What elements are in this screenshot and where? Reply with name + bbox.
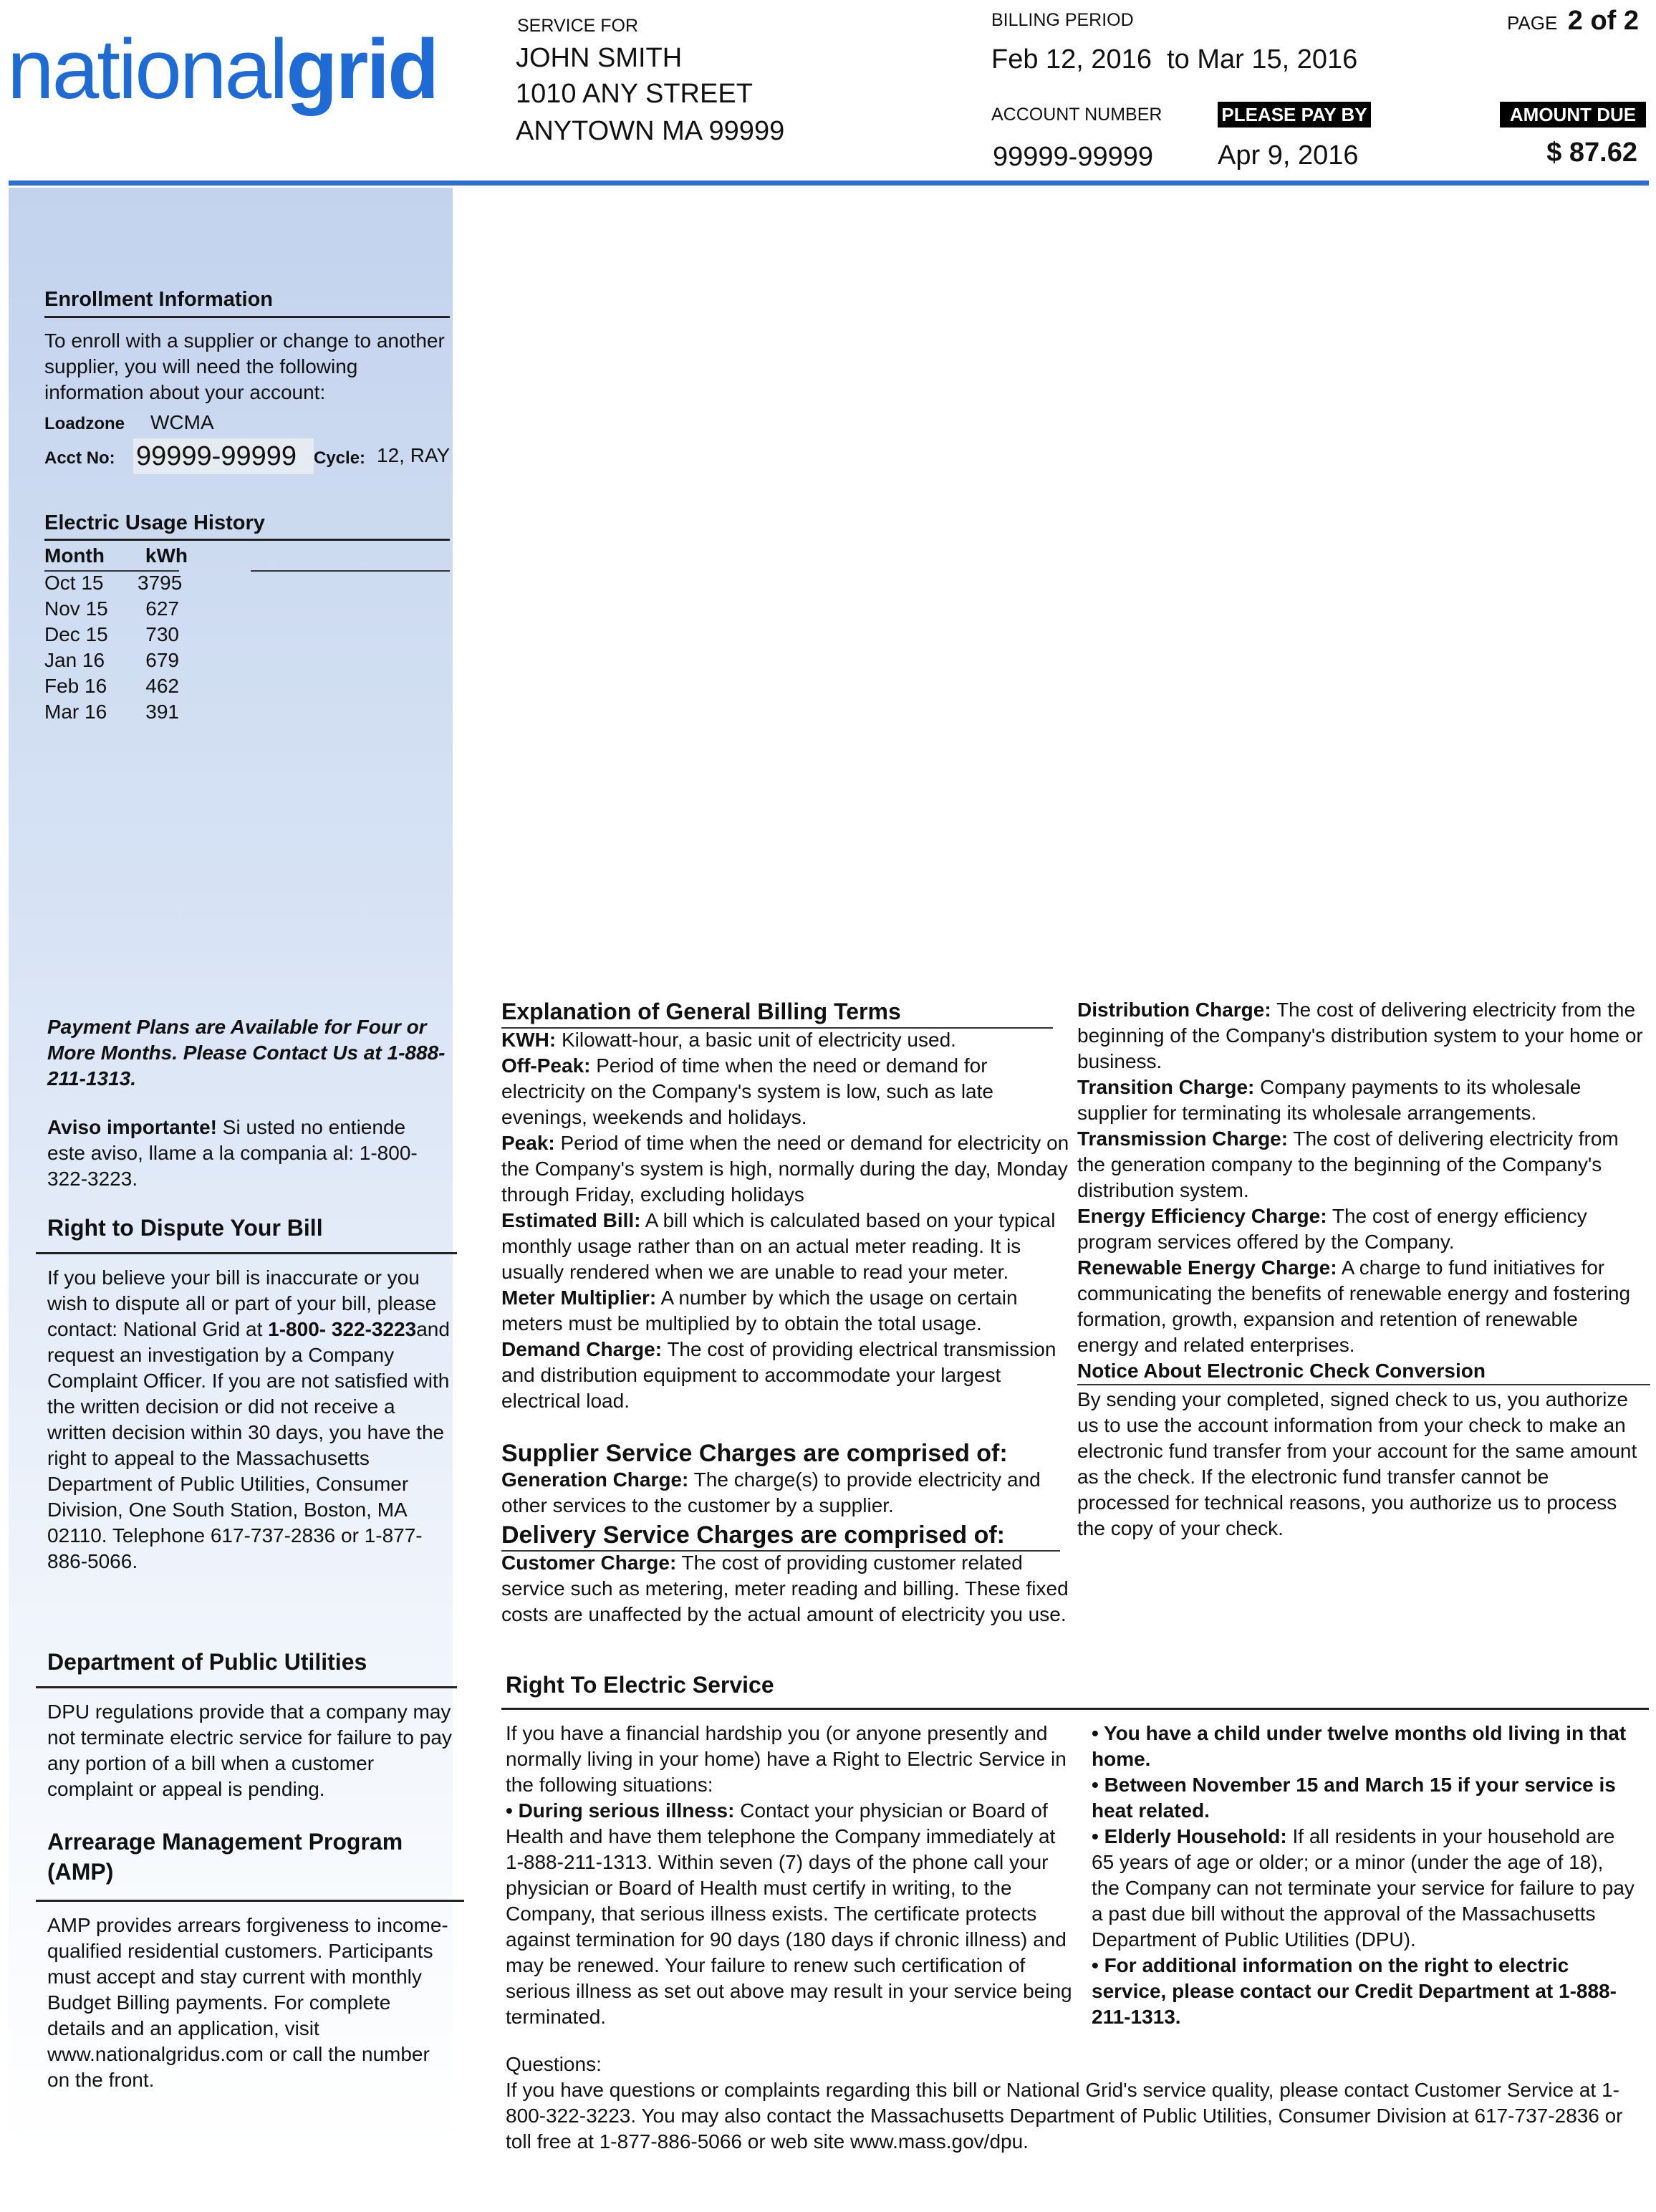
dispute-rule — [36, 1252, 457, 1254]
term-meter-multiplier — [501, 1285, 1074, 1337]
dispute-title: Right to Dispute Your Bill — [47, 1215, 323, 1241]
term-transmission-charge — [1077, 1126, 1643, 1203]
serious-illness-text: Contact your physician or Board of Health and have them telephone the Company immediately at 1-888-211-1313. Within seven (7) days of the phone call your physician or Board of Health must certify in writing, to the Company, that serious illness exists. The certificate protects against termination for 90 days (180 days if chronic illness) and may be renewed. Your failure to renew such certification of serious illness as set out above may result in your service being terminated. — [506, 1799, 1072, 2028]
billing-period-to: to Mar 15, 2016 — [1167, 44, 1358, 74]
page-label: PAGE — [1506, 12, 1558, 34]
term-label: Energy Efficiency Charge: — [1077, 1205, 1327, 1227]
usage-col-month: Month — [44, 544, 105, 567]
amount-due: $ 87.62 — [1546, 138, 1637, 168]
aviso-notice — [47, 1115, 448, 1192]
check-conversion-rule — [1077, 1384, 1650, 1385]
term-renewable-energy-charge — [1077, 1255, 1643, 1358]
term-label: Meter Multiplier: — [501, 1287, 657, 1309]
term-label: Off-Peak: — [501, 1054, 591, 1077]
usage-month: Nov 15 — [44, 597, 108, 620]
pay-by-date: Apr 9, 2016 — [1218, 140, 1359, 170]
usage-col-rule — [44, 570, 179, 572]
usage-row — [44, 622, 188, 648]
loadzone-label: Loadzone — [44, 414, 125, 433]
usage-row — [44, 673, 188, 699]
aviso-text: Si usted no entiende este aviso, llame a la compania al: 1-800-322-3223. — [47, 1116, 418, 1190]
payment-plans-notice: Payment Plans are Available for Four or More Months. Please Contact Us at 1-888-211-1313. — [47, 1016, 446, 1090]
dispute-text-after: and request an investigation by a Company Complaint Officer. If you are not satisfied with the written decision or did not receive a written decision within 30 days, you have the right to appeal to the Massachusetts Department of Public Utilities, Consumer Division, One South Station, Boston, MA 02110. Telephone 617-737-2836 or 1-877-886-5066. — [47, 1318, 450, 1572]
cycle-label: Cycle: — [314, 448, 366, 468]
check-conversion-title: Notice About Electronic Check Conversion — [1077, 1360, 1486, 1382]
logo-part-national: national — [7, 22, 287, 117]
header-divider — [9, 181, 1649, 186]
amp-rule — [36, 1900, 464, 1902]
delivery-charges-title: Delivery Service Charges are comprised of: — [501, 1521, 1005, 1549]
term-transition-charge — [1077, 1074, 1643, 1126]
dpu-rule — [36, 1686, 457, 1688]
winter-item: • Between November 15 and March 15 if your service is heat related. — [1092, 1774, 1616, 1822]
usage-kwh: 391 — [145, 701, 179, 723]
term-def: Company payments to its wholesale supplier for terminating its wholesale arrangements. — [1077, 1076, 1582, 1124]
term-label: Renewable Energy Charge: — [1077, 1256, 1337, 1279]
cycle-value: 12, RAY — [377, 444, 451, 466]
usage-row — [44, 570, 188, 596]
usage-history-rule — [44, 539, 450, 541]
generation-charge — [501, 1467, 1060, 1519]
term-def: A bill which is calculated based on your typical monthly usage rather than on an actual meter reading. It is usually rendered when we are unable to read your meter. — [501, 1209, 1056, 1283]
billing-period-from: Feb 12, 2016 — [991, 44, 1152, 74]
term-label: Peak: — [501, 1132, 555, 1154]
term-def: A charge to fund initiatives for communicating the benefits of renewable energy and fostering formation, growth, expansion and retention of renewable energy and related enterprises. — [1077, 1256, 1631, 1356]
term-estimated-bill — [501, 1208, 1074, 1285]
usage-month: Mar 16 — [44, 701, 107, 723]
term-def: The cost of delivering electricity from the generation company to the beginning of the Company's distribution system. — [1077, 1127, 1619, 1201]
enrollment-intro: To enroll with a supplier or change to another supplier, you will need the following information about your account: — [44, 330, 445, 403]
acct-label: Acct No: — [44, 448, 115, 468]
term-distribution-charge — [1077, 997, 1643, 1074]
national-grid-logo — [7, 22, 438, 117]
electric-service-title: Right To Electric Service — [506, 1672, 774, 1698]
loadzone-value: WCMA — [150, 411, 214, 433]
term-label: Generation Charge: — [501, 1468, 689, 1491]
term-def: Kilowatt-hour, a basic unit of electricity used. — [556, 1029, 956, 1051]
term-label: Distribution Charge: — [1077, 999, 1271, 1021]
term-label: Estimated Bill: — [501, 1209, 641, 1231]
term-label: Customer Charge: — [501, 1552, 677, 1574]
term-def: The cost of providing customer related service such as metering, meter reading and billing. These fixed costs are unaffected by the actual amount of electricity you use. — [501, 1552, 1069, 1625]
usage-history-title: Electric Usage History — [44, 511, 265, 534]
elderly-item — [1092, 1824, 1636, 1953]
logo-part-grid: grid — [286, 22, 438, 117]
amp-text: AMP provides arrears forgiveness to income-qualified residential customers. Participants must accept and stay current with monthly Budget Billing payments. For complete details and an application, visit www.nationalgridus.com or call the number on the front. — [47, 1914, 448, 2091]
electric-service-right — [1092, 1721, 1636, 2030]
customer-street: 1010 ANY STREET — [516, 79, 753, 109]
check-conversion-text: By sending your completed, signed check to us, you authorize us to use the account information from your check to make an electronic fund transfer from your account for the same amount as the check. If the electronic fund transfer cannot be processed for technical reasons, you authorize us to process the copy of your check. — [1077, 1388, 1637, 1539]
billing-period-label: BILLING PERIOD — [991, 10, 1134, 30]
account-number-label: ACCOUNT NUMBER — [991, 105, 1162, 125]
electric-service-intro: If you have a financial hardship you (or anyone presently and normally living in your home) have a Right to Electric Service in the following situations: — [506, 1722, 1067, 1796]
usage-header-row — [44, 544, 188, 570]
usage-month: Dec 15 — [44, 623, 108, 645]
term-label: KWH: — [501, 1029, 557, 1051]
customer-city: ANYTOWN MA 99999 — [516, 116, 785, 146]
questions-block — [506, 2052, 1645, 2155]
billing-terms-list — [501, 1027, 1074, 1414]
usage-kwh: 462 — [145, 675, 179, 697]
questions-label: Questions: — [506, 2053, 602, 2075]
charges-list — [1077, 997, 1643, 1384]
billing-terms-title: Explanation of General Billing Terms — [501, 999, 901, 1024]
term-def: The cost of energy efficiency program services offered by the Company. — [1077, 1205, 1587, 1253]
dpu-title: Department of Public Utilities — [47, 1649, 367, 1675]
aviso-bold: Aviso importante! — [47, 1116, 217, 1138]
term-def: The cost of delivering electricity from the beginning of the Company's distribution system to your home or business. — [1077, 999, 1643, 1072]
account-number: 99999-99999 — [993, 142, 1153, 172]
customer-name: JOHN SMITH — [516, 43, 683, 73]
dispute-text-before: If you believe your bill is inaccurate or you wish to dispute all or part of your bill, please contact: National Grid at — [47, 1266, 437, 1340]
dispute-phone: 1-800- 322-3223 — [268, 1318, 417, 1340]
usage-kwh: 627 — [145, 597, 179, 620]
term-label: Transmission Charge: — [1077, 1127, 1289, 1150]
term-def: Period of time when the need or demand for electricity on the Company's system is low, such as late evenings, weekends and holidays. — [501, 1054, 993, 1128]
term-label: Demand Charge: — [501, 1338, 663, 1360]
enrollment-title: Enrollment Information — [44, 288, 273, 311]
usage-col-kwh: kWh — [145, 544, 188, 567]
customer-charge — [501, 1550, 1074, 1627]
usage-month: Oct 15 — [44, 572, 104, 594]
serious-illness-label: • During serious illness: — [506, 1799, 735, 1822]
elderly-text: If all residents in your household are 65 years of age or older; or a minor (under the age of 18), the Company can not terminate your service for failure to pay a past due bill without the approval of the Massachusetts Department of Public Utilities (DPU). — [1092, 1825, 1635, 1951]
usage-row — [44, 648, 188, 673]
elderly-label: • Elderly Household: — [1092, 1825, 1287, 1847]
term-def: The charge(s) to provide electricity and other services to the customer by a supplier. — [501, 1468, 1041, 1516]
enrollment-rule — [44, 316, 450, 318]
term-label: Transition Charge: — [1077, 1076, 1255, 1098]
additional-info-item: • For additional information on the right to electric service, please contact our Credit Department at 1-888-211-1313. — [1092, 1954, 1617, 2028]
usage-month: Jan 16 — [44, 649, 105, 671]
usage-row — [44, 596, 188, 622]
service-for-label: SERVICE FOR — [517, 16, 639, 36]
term-kwh — [501, 1027, 1074, 1053]
term-def: A number by which the usage on certain meters must be multiplied by to obtain the total usage. — [501, 1287, 1018, 1335]
term-peak — [501, 1130, 1074, 1208]
page-indicator — [1507, 6, 1639, 37]
page-value: 2 of 2 — [1567, 6, 1639, 36]
usage-graph-rule — [251, 570, 450, 572]
supplier-charges-title: Supplier Service Charges are comprised of: — [501, 1440, 1008, 1467]
electric-service-left — [506, 1721, 1076, 2030]
usage-month: Feb 16 — [44, 675, 107, 697]
amount-due-label: AMOUNT DUE — [1500, 102, 1646, 128]
term-off-peak — [501, 1053, 1074, 1130]
acct-value: 99999-99999 — [133, 438, 314, 474]
dpu-text: DPU regulations provide that a company may not terminate electric service for failure to pay any portion of a bill when a customer complaint or appeal is pending. — [47, 1701, 452, 1800]
term-energy-efficiency-charge — [1077, 1203, 1643, 1255]
please-pay-by-label: PLEASE PAY BY — [1218, 102, 1371, 128]
usage-row — [44, 699, 188, 725]
usage-kwh: 3795 — [138, 572, 183, 594]
amp-title: Arrearage Management Program (AMP) — [47, 1829, 403, 1885]
term-def: Period of time when the need or demand for electricity on the Company's system is high, normally during the day, Monday through Friday, excluding holidays — [501, 1132, 1069, 1206]
billing-period — [991, 44, 1357, 75]
usage-kwh: 730 — [145, 623, 179, 645]
child-item: • You have a child under twelve months old living in that home. — [1092, 1722, 1627, 1770]
serious-illness-item — [506, 1798, 1076, 2030]
dispute-text — [47, 1265, 453, 1574]
term-demand-charge — [501, 1337, 1074, 1414]
electric-service-rule — [501, 1708, 1649, 1710]
usage-kwh: 679 — [145, 649, 179, 671]
questions-text: If you have questions or complaints regarding this bill or National Grid's service quality, please contact Customer Service at 1-800-322-3223. You may also contact the Massachusetts Department of Public Utilities, Consumer Division at 617-737-2836 or toll free at 1-877-886-5066 or web site www.mass.gov/dpu. — [506, 2079, 1623, 2153]
term-def: The cost of providing electrical transmission and distribution equipment to accommodate your largest electrical load. — [501, 1338, 1056, 1412]
